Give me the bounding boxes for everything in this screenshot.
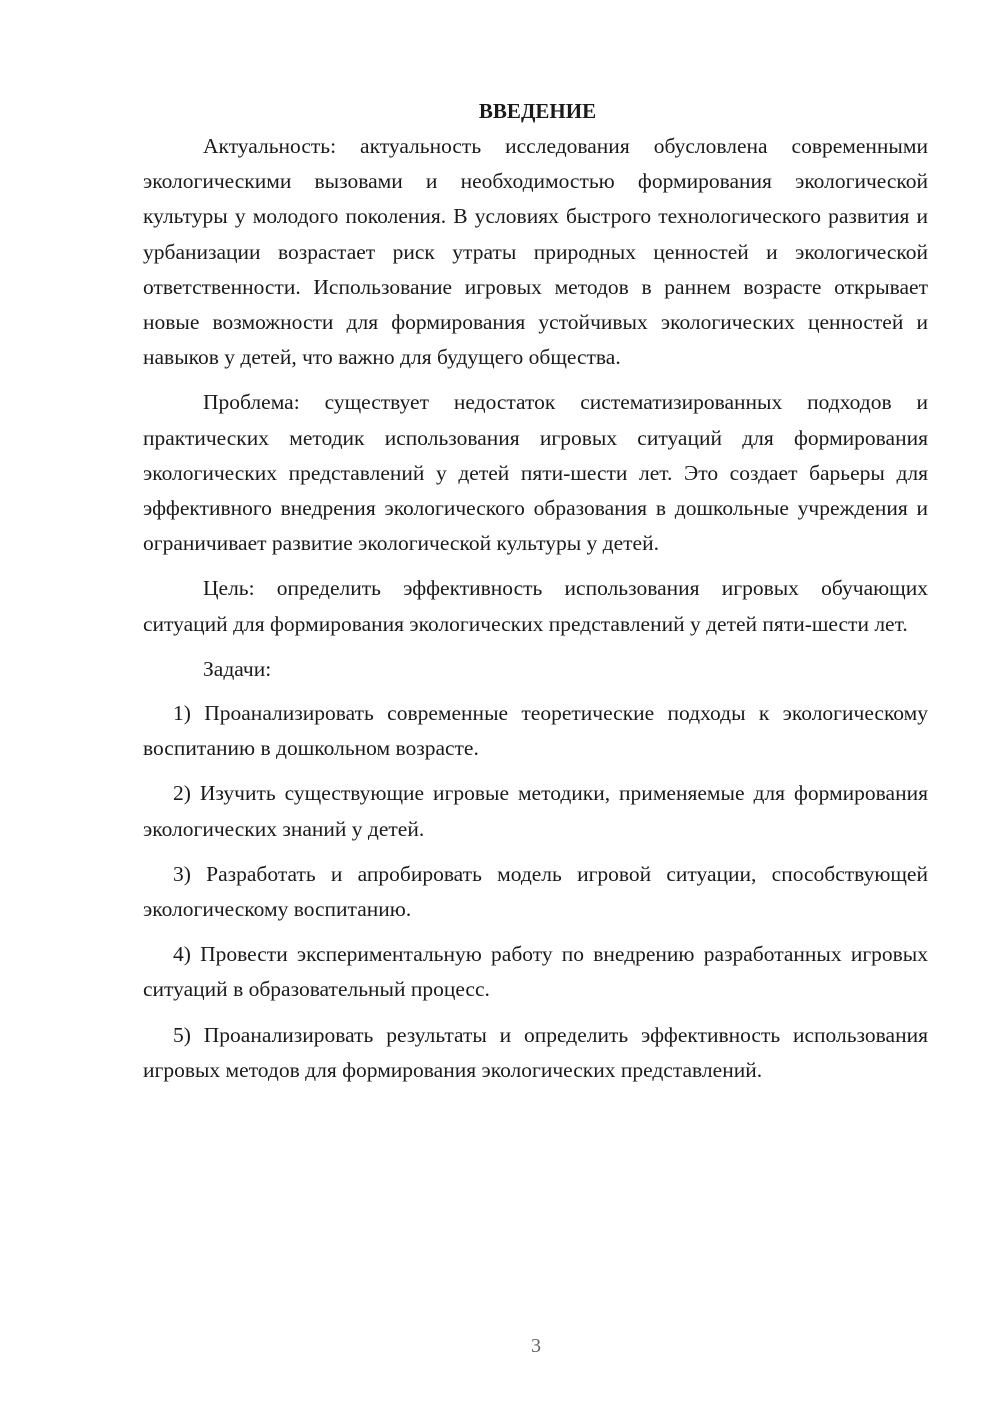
task-item: 5) Проанализировать результаты и определить эффективность использования игровых методов для формирования экологических представлений. [143, 1022, 928, 1082]
section-heading: ВВЕДЕНИЕ [478, 99, 597, 123]
task-list [143, 696, 928, 1088]
goal-paragraph: Цель: определить эффективность использования игровых обучающих ситуаций для формирования экологических представлений у детей пяти-шести лет. [143, 576, 928, 636]
task-item: 1) Проанализировать современные теоретические подходы к экологическому воспитанию в дошкольном возрасте. [143, 701, 928, 761]
document-page [143, 96, 928, 1088]
page-number: 3 [531, 1335, 541, 1357]
problem-paragraph: Проблема: существует недостаток систематизированных подходов и практических методик использования игровых ситуаций для формирования экологических представлений у детей пяти-шести лет. Это создает барьеры для эффективного внедрения экологического образования в дошкольные учреждения и ограничивает развитие экологической культуры у детей. [143, 390, 928, 556]
task-item: 2) Изучить существующие игровые методики, применяемые для формирования экологических знаний у детей. [143, 781, 928, 841]
tasks-label: Задачи: [203, 656, 272, 681]
relevance-paragraph: Актуальность: актуальность исследования обусловлена современными экологическими вызовами и необходимостью формирования экологической культуры у молодого поколения. В условиях быстрого технологического развития и урбанизации возрастает риск утраты природных ценностей и экологической ответственности. Использование игровых методов в раннем возрасте открывает новые возможности для формирования устойчивых экологических ценностей и навыков у детей, что важно для будущего общества. [143, 134, 928, 370]
task-item: 4) Провести экспериментальную работу по внедрению разработанных игровых ситуаций в образовательный процесс. [143, 942, 928, 1002]
task-item: 3) Разработать и апробировать модель игровой ситуации, способствующей экологическому воспитанию. [143, 861, 928, 922]
